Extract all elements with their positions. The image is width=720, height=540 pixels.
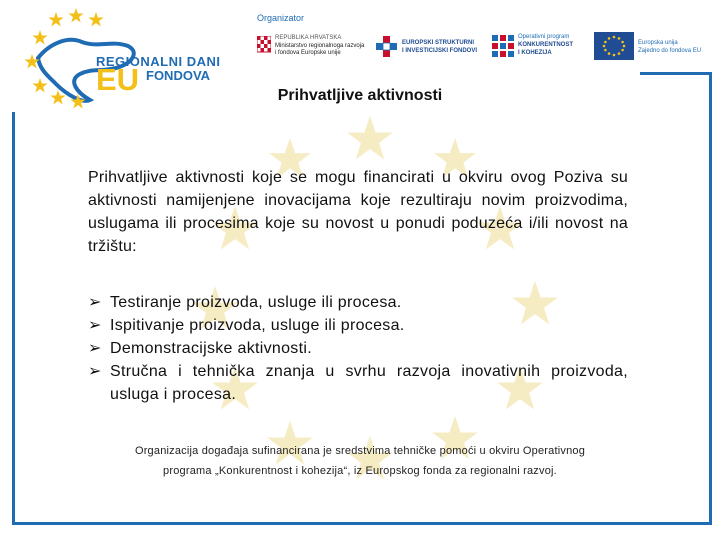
logo-eu: EU — [96, 62, 140, 97]
funding-footnote — [80, 441, 640, 481]
frame-top-border — [640, 72, 712, 75]
opcc-line2: KONKURENTNOST — [518, 42, 573, 48]
arrow-bullet-icon: ➢ — [88, 340, 102, 357]
list-item-text: Ispitivanje proizvoda, usluge ili procesa. — [110, 317, 405, 334]
list-item-text: Testiranje proizvoda, usluge ili procesa. — [110, 294, 402, 311]
list-item — [88, 360, 628, 406]
ministry-logo — [257, 32, 367, 60]
arrow-bullet-icon: ➢ — [88, 317, 102, 334]
list-item-text: Stručna i tehnička znanja u svrhu razvoja inovativnih proizvoda, usluga i procesa. — [110, 363, 628, 403]
intro-paragraph: Prihvatljive aktivnosti koje se mogu financirati u okviru ovog Poziva su aktivnosti namijenjene inovacijama koje rezultiraju novim proizvodima, uslugama ili procesima koje su novost u ponudi poduzeća i/ili novost na tržištu: — [88, 169, 628, 255]
arrow-bullet-icon: ➢ — [88, 363, 102, 380]
eu-flag-icon — [594, 32, 634, 60]
ministry-line2: Ministarstvo regionalnoga razvoja — [275, 43, 365, 49]
logo-title: REGIONALNI DANI — [96, 54, 221, 69]
esif-line2: I INVESTICIJSKI FONDOVI — [402, 48, 478, 54]
logo-fondova: FONDOVA — [146, 68, 211, 83]
ministry-line1: REPUBLIKA HRVATSKA — [275, 35, 342, 41]
eu-logo — [594, 32, 706, 60]
eu-line1: Europska unija — [638, 40, 678, 46]
list-item-text: Demonstracijske aktivnosti. — [110, 340, 312, 357]
list-item — [88, 291, 628, 314]
esif-emblem-icon — [374, 34, 400, 60]
footnote-line2: programa „Konkurentnost i kohezija“, iz Europskog fonda za regionalni razvoj. — [163, 465, 557, 477]
esif-line1: EUROPSKI STRUKTURNI — [402, 40, 475, 46]
opcc-logo — [492, 32, 588, 60]
eu-line2: Zajedno do fondova EU — [638, 48, 702, 54]
arrow-bullet-icon: ➢ — [88, 294, 102, 311]
esif-logo — [374, 32, 486, 60]
list-item — [88, 314, 628, 337]
frame-right-border — [709, 72, 712, 525]
slide-title: Prihvatljive aktivnosti — [277, 87, 443, 104]
opcc-emblem-icon — [492, 35, 514, 59]
frame-left-border — [12, 112, 15, 525]
croatian-coat-of-arms-icon — [257, 36, 271, 54]
opcc-line1: Operativni program — [518, 34, 570, 40]
activities-list — [88, 291, 628, 406]
organizer-label: Organizator — [257, 13, 305, 23]
ministry-line3: i fondova Europske unije — [275, 50, 341, 56]
frame-bottom-border — [12, 522, 712, 525]
list-item — [88, 337, 628, 360]
footnote-line1: Organizacija događaja sufinancirana je sredstvima tehničke pomoći u okviru Operativnog — [134, 445, 586, 457]
opcc-line3: I KOHEZIJA — [518, 50, 552, 56]
